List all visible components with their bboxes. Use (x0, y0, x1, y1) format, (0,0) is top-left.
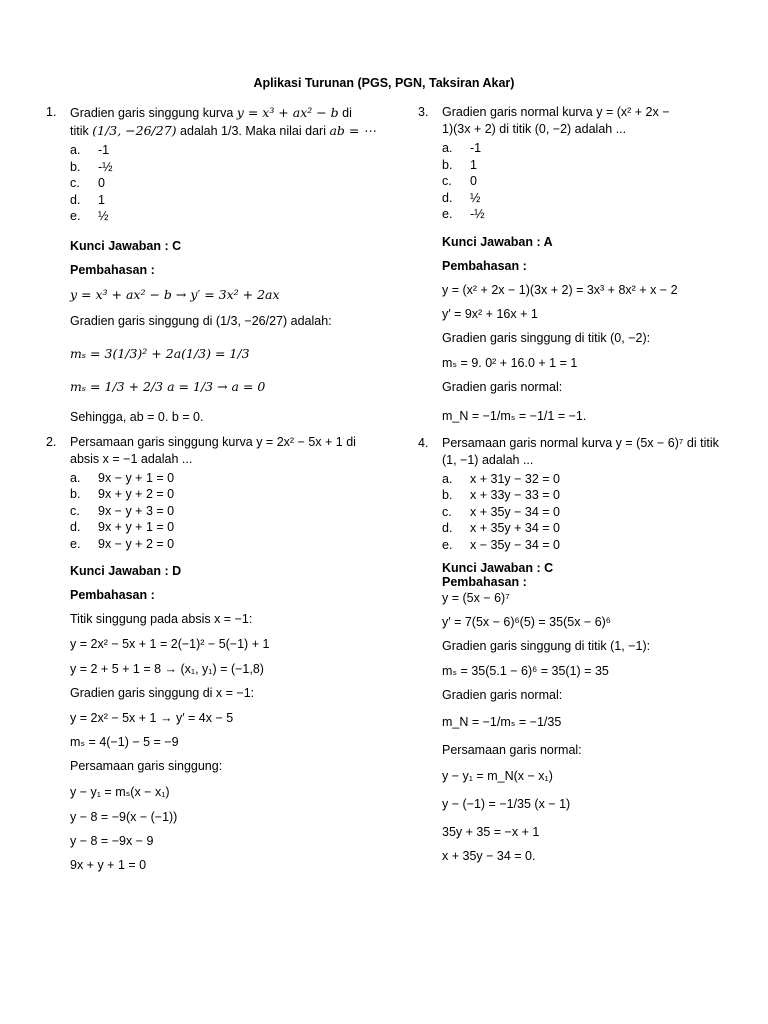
option-label: b. (442, 157, 453, 172)
question-3-text: Gradien garis normal kurva y = (x² + 2x − (442, 105, 670, 119)
question-2 (46, 434, 366, 553)
option-label: d. (442, 521, 453, 535)
option-label: d. (70, 192, 81, 207)
options (442, 140, 736, 223)
step: y − y₁ = m_N(x − x₁) (442, 769, 553, 783)
options (70, 142, 366, 225)
step: y′ = 9x² + 16x + 1 (442, 306, 538, 321)
option-label: e. (70, 536, 81, 551)
discussion-steps (46, 612, 366, 872)
option-label: a. (70, 143, 81, 157)
curve-equation: y = x³ + ax² − b (236, 105, 339, 120)
step: y − (−1) = −1/35 (x − 1) (442, 797, 571, 811)
step: y − y₁ = mₛ(x − x₁) (70, 785, 170, 799)
option-label: c. (70, 176, 80, 190)
step: Gradien garis singgung di x = −1: (70, 686, 255, 700)
question-2-text: Persamaan garis singgung kurva y = 2x² − 5x + 1 di absis x = −1 adalah ... (70, 434, 356, 466)
option-label: b. (442, 488, 453, 502)
option-c (442, 504, 736, 521)
step: 9x + y + 1 = 0 (70, 858, 147, 872)
option-label: d. (442, 190, 453, 205)
option-d (442, 190, 736, 207)
option-a (442, 471, 736, 488)
option-value: x − 35y − 34 = 0 (470, 537, 560, 552)
option-b (70, 486, 366, 503)
answer-key: Kunci Jawaban : C (442, 561, 554, 575)
option-label: a. (70, 470, 81, 485)
option-e (442, 537, 736, 554)
step: Gradien garis singgung di (1/3, −26/27) adalah: (70, 313, 332, 328)
option-d (70, 192, 366, 209)
step: mₛ = 35(5.1 − 6)⁶ = 35(1) = 35 (442, 664, 609, 678)
option-value: x + 35y + 34 = 0 (470, 521, 560, 535)
option-c (442, 173, 736, 190)
option-value: ½ (470, 190, 481, 205)
option-value: -½ (470, 207, 485, 221)
option-a (70, 470, 366, 487)
step: Persamaan garis singgung: (70, 759, 223, 773)
option-label: e. (70, 209, 81, 223)
question-1-text: Gradien garis singgung kurva y = x³ + ax² − b di (70, 105, 352, 120)
option-label: c. (442, 504, 452, 519)
option-label: a. (442, 471, 453, 486)
option-label: e. (442, 537, 453, 552)
step: y = (x² + 2x − 1)(3x + 2) = 3x³ + 8x² + x − 2 (442, 282, 678, 297)
step: mₛ = 1/3 + 2/3 a = 1/3 → a = 0 (70, 378, 266, 394)
option-label: a. (442, 141, 453, 155)
option-value: 9x − y + 1 = 0 (98, 470, 175, 485)
step: y = 2x² − 5x + 1 → y′ = 4x − 5 (70, 711, 234, 725)
question-number: 2. (46, 434, 57, 449)
step: Gradien garis normal: (442, 688, 563, 702)
option-label: b. (70, 487, 81, 501)
step: mₛ = 9. 0² + 16.0 + 1 = 1 (442, 355, 578, 370)
discussion-heading: Pembahasan : (442, 575, 527, 589)
option-a (442, 140, 736, 157)
option-value: 9x + y + 1 = 0 (98, 520, 175, 534)
discussion-steps (418, 283, 736, 423)
step: 35y + 35 = −x + 1 (442, 825, 540, 839)
option-b (442, 157, 736, 174)
step: y = (5x − 6)⁷ (442, 591, 510, 605)
step: y = 2x² − 5x + 1 = 2(−1)² − 5(−1) + 1 (70, 637, 270, 651)
question-1: 1. Gradien garis singgung kurva y = x³ + ax² − b di titik (1/3, −26/27) adalah 1/3. Maka nilai dari ab = ⋯ a. -1 b. -½ c. 0 d. 1 e. ½ (46, 105, 376, 223)
question-3: 3. Gradien garis normal kurva y = (x² + 2x − 1)(3x + 2) di titik (0, −2) adalah ... a. -1 b. 1 c. 0 d. ½ e. -½ (418, 104, 736, 223)
option-label: c. (442, 174, 452, 188)
option-value: 9x + y + 2 = 0 (98, 487, 175, 501)
option-d (442, 520, 736, 537)
option-label: b. (70, 159, 81, 174)
step: y − 8 = −9x − 9 (70, 834, 154, 848)
option-label: d. (70, 520, 81, 534)
options (70, 470, 366, 553)
step: Persamaan garis normal: (442, 743, 582, 757)
options (442, 471, 736, 554)
option-label: c. (70, 503, 80, 518)
step: m_N = −1/mₛ = −1/1 = −1. (442, 408, 587, 423)
option-value: -1 (470, 141, 482, 155)
option-d (70, 519, 366, 536)
step: y = x³ + ax² − b → y′ = 3x² + 2ax (70, 286, 280, 302)
option-value: x + 31y − 32 = 0 (470, 471, 560, 486)
option-value: 9x − y + 3 = 0 (98, 503, 175, 518)
option-value: 1 (98, 192, 105, 207)
option-value: x + 33y − 33 = 0 (470, 488, 560, 502)
option-value: 1 (470, 157, 477, 172)
step: y′ = 7(5x − 6)⁶(5) = 35(5x − 6)⁶ (442, 615, 611, 629)
question-number: 3. (418, 105, 429, 119)
option-value: 0 (98, 176, 105, 190)
answer-key: Kunci Jawaban : A (442, 234, 553, 249)
step: y − 8 = −9(x − (−1)) (70, 810, 178, 824)
question-4-text: Persamaan garis normal kurva y = (5x − 6)⁷ di titik (442, 435, 719, 450)
option-value: -½ (98, 159, 113, 174)
left-column (46, 100, 376, 872)
right-column (418, 100, 736, 863)
answer-key: Kunci Jawaban : C (70, 238, 182, 253)
option-value: ½ (98, 209, 109, 223)
step: Gradien garis normal: (442, 379, 563, 394)
option-a (70, 142, 366, 159)
option-value: -1 (98, 143, 110, 157)
step: Gradien garis singgung di titik (1, −1): (442, 639, 651, 653)
discussion-heading: Pembahasan : (70, 588, 155, 602)
discussion-heading: Pembahasan : (70, 262, 155, 277)
page-title: Aplikasi Turunan (PGS, PGN, Taksiran Akar) (253, 76, 515, 90)
option-e (70, 536, 366, 553)
option-b (442, 487, 736, 504)
step: Titik singgung pada absis x = −1: (70, 612, 253, 626)
option-b (70, 159, 366, 176)
point: (1/3, −26/27) (92, 123, 177, 138)
step: mₛ = 3(1/3)² + 2a(1/3) = 1/3 (70, 345, 250, 361)
option-c (70, 175, 366, 192)
answer-key: Kunci Jawaban : D (70, 564, 182, 578)
option-c (70, 503, 366, 520)
option-e (70, 208, 366, 225)
step: Gradien garis singgung di titik (0, −2): (442, 330, 651, 345)
option-value: x + 35y − 34 = 0 (470, 504, 560, 519)
question-4: 4. Persamaan garis normal kurva y = (5x − 6)⁷ di titik (1, −1) adalah ... a. x + 31y − 32 = 0 b. x + 33y − 33 = 0 c. x + 35y − 34 = 0 d. x + 35y + 34 = 0 e. x − 35y − 34 = 0 (418, 435, 736, 554)
discussion-steps (418, 591, 736, 863)
step: mₛ = 4(−1) − 5 = −9 (70, 735, 179, 749)
option-e (442, 206, 736, 223)
option-value: 0 (470, 174, 477, 188)
step: x + 35y − 34 = 0. (442, 849, 536, 863)
discussion-heading: Pembahasan : (442, 258, 527, 273)
option-label: e. (442, 207, 453, 221)
step: y = 2 + 5 + 1 = 8 → (x₁, y₁) = (−1,8) (70, 662, 264, 676)
option-value: 9x − y + 2 = 0 (98, 536, 175, 551)
step: Sehingga, ab = 0. b = 0. (70, 409, 204, 424)
question-number: 1. (46, 105, 57, 119)
question-number: 4. (418, 435, 429, 450)
step: m_N = −1/mₛ = −1/35 (442, 715, 562, 729)
